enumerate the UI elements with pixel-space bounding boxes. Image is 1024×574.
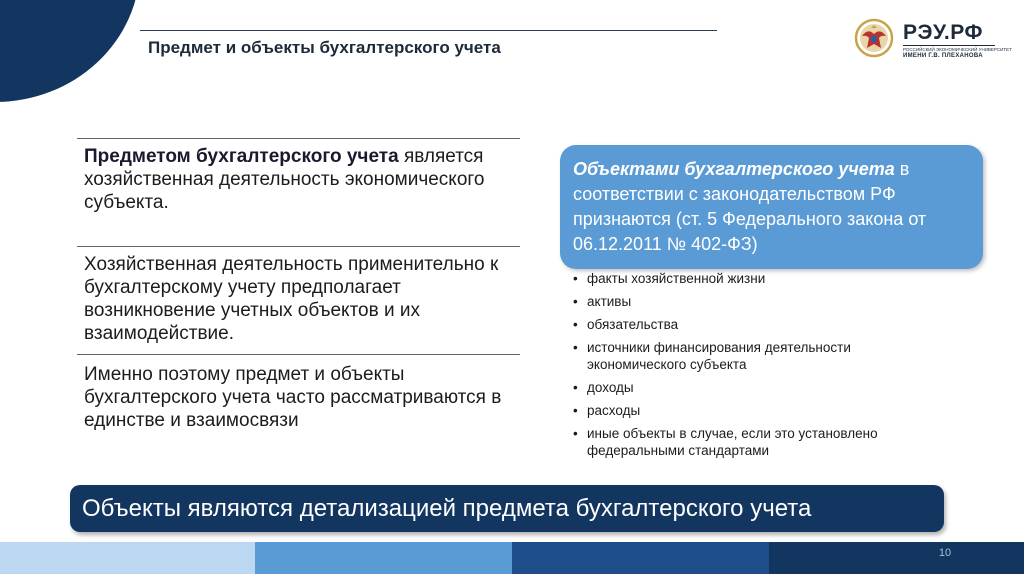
list-item xyxy=(573,316,933,333)
unity-text: Именно поэтому предмет и объекты бухгалтерского учета часто рассматриваются в единстве и взаимосвязи xyxy=(84,364,502,431)
objects-definition-box xyxy=(560,145,983,269)
subject-definition-text: является хозяйственная деятельность экономического субъекта. xyxy=(84,146,485,213)
footer-strip-light xyxy=(0,542,255,574)
logo-subtitle-line2: ИМЕНИ Г.В. ПЛЕХАНОВА xyxy=(903,53,983,59)
list-item xyxy=(573,402,933,419)
eagle-emblem-icon xyxy=(853,18,895,58)
bullet-icon: • xyxy=(573,294,578,309)
bullet-icon: • xyxy=(573,426,578,441)
list-item-text: иные объекты в случае, если это установлено федеральными стандартами xyxy=(587,426,878,458)
list-item-text: активы xyxy=(587,294,632,309)
bullet-icon: • xyxy=(573,340,578,355)
page-number: 10 xyxy=(938,547,952,559)
header-rule xyxy=(140,30,717,31)
objects-definition-lead: Объектами бухгалтерского учета xyxy=(573,159,895,179)
list-item-text: обязательства xyxy=(587,317,679,332)
divider-top xyxy=(77,138,520,139)
corner-decoration xyxy=(0,0,140,102)
subject-definition xyxy=(84,145,514,214)
logo-divider xyxy=(903,45,995,46)
objects-list xyxy=(573,270,933,465)
university-logo xyxy=(853,18,1012,59)
list-item-text: факты хозяйственной жизни xyxy=(587,271,766,286)
list-item xyxy=(573,293,933,310)
divider-middle xyxy=(77,246,520,247)
bullet-icon: • xyxy=(573,317,578,332)
bullet-icon: • xyxy=(573,380,578,395)
bullet-icon: • xyxy=(573,403,578,418)
list-item xyxy=(573,425,933,459)
list-item-text: расходы xyxy=(587,403,641,418)
slide-title: Предмет и объекты бухгалтерского учета xyxy=(148,38,501,57)
list-item-text: источники финансирования деятельности экономического субъекта xyxy=(587,340,851,372)
summary-banner: Объекты являются детализацией предмета бухгалтерского учета xyxy=(70,485,944,532)
footer-strip-dark xyxy=(769,542,1024,574)
objects-definition-text: в соответствии с законодательством РФ признаются (ст. 5 Федерального закона от 06.12.2011 № 402-ФЗ) xyxy=(573,159,927,254)
subject-definition-lead: Предметом бухгалтерского учета xyxy=(84,146,399,167)
footer-strip-mid xyxy=(512,542,769,574)
logo-subtitle-line1: РОССИЙСКИЙ ЭКОНОМИЧЕСКИЙ УНИВЕРСИТЕТ xyxy=(903,47,1012,52)
list-item xyxy=(573,379,933,396)
bullet-icon: • xyxy=(573,271,578,286)
list-item-text: доходы xyxy=(587,380,634,395)
list-item xyxy=(573,339,933,373)
divider-bottom xyxy=(77,354,520,355)
list-item xyxy=(573,270,933,287)
logo-name: РЭУ.РФ xyxy=(903,21,983,44)
footer-strip-accent xyxy=(255,542,512,574)
economic-activity-text: Хозяйственная деятельность применительно к бухгалтерскому учету предполагает возникновение учетных объектов и их взаимодействие. xyxy=(84,254,499,344)
